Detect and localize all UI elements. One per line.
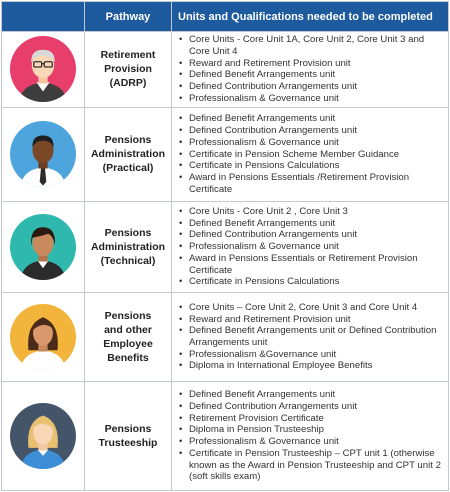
units-list (178, 302, 444, 372)
pathway-name-line: Administration (90, 241, 166, 253)
pathway-name-line: Employee (103, 338, 153, 351)
pathway-name (85, 32, 172, 108)
unit-item: • Core Units - Core Unit 2 , Core Unit 3 (178, 206, 444, 218)
unit-item: • Defined Benefit Arrangements unit (178, 113, 444, 125)
unit-item: • Defined Contribution Arrangements unit (178, 125, 444, 137)
units-list (178, 206, 444, 288)
units-cell (172, 382, 449, 491)
unit-item: • Retirement Provision Certificate (178, 413, 444, 425)
pathway-name (85, 107, 172, 202)
pathway-name-line: Benefits (107, 352, 149, 365)
avatar-cell (2, 292, 85, 382)
unit-item: • Reward and Retirement Provision unit (178, 58, 444, 70)
header-blank (2, 2, 85, 32)
unit-item: • Professionalism & Governance unit (178, 436, 444, 448)
pathway-row (2, 382, 449, 491)
unit-item: • Professionalism & Governance unit (178, 241, 444, 253)
pathway-name (85, 382, 172, 491)
pathway-name-line: (ADRP) (109, 77, 147, 90)
pathway-row (2, 292, 449, 382)
pathway-name-line: Pensions (104, 310, 152, 323)
unit-item: • Defined Benefit Arrangements unit or Defined Contribution Arrangements unit (178, 325, 444, 348)
units-cell (172, 107, 449, 202)
units-cell (172, 202, 449, 293)
pathway-name-line: Retirement (100, 49, 156, 62)
unit-item: • Defined Contribution Arrangements unit (178, 81, 444, 93)
units-cell (172, 32, 449, 108)
avatar-cell (2, 107, 85, 202)
pathway-name (85, 202, 172, 293)
unit-item: • Professionalism &Governance unit (178, 349, 444, 361)
man-with-glasses-icon (10, 36, 76, 102)
unit-item: • Diploma in International Employee Benefits (178, 360, 444, 372)
unit-item: • Defined Benefit Arrangements unit (178, 218, 444, 230)
unit-item: • Certificate in Pensions Calculations (178, 160, 444, 172)
units-list (178, 113, 444, 195)
pathway-name-line: Pensions (104, 227, 152, 239)
woman-short-hair-icon (10, 214, 76, 280)
pathway-name (85, 292, 172, 382)
pathway-name-line: (Practical) (102, 162, 154, 175)
unit-item: • Defined Contribution Arrangements unit (178, 401, 444, 413)
avatar-cell (2, 382, 85, 491)
unit-item: • Defined Benefit Arrangements unit (178, 69, 444, 81)
woman-long-hair-icon (10, 304, 76, 370)
unit-item: • Defined Benefit Arrangements unit (178, 389, 444, 401)
units-header: Units and Qualifications needed to be completed (172, 2, 449, 32)
pathway-row (2, 202, 449, 293)
pathway-name-line: Pensions (104, 423, 152, 436)
unit-item: • Core Units - Core Unit 1A, Core Unit 2, Core Unit 3 and Core Unit 4 (178, 34, 444, 57)
pathway-name-line: Pensions (104, 134, 152, 147)
unit-item: • Defined Contribution Arrangements unit (178, 229, 444, 241)
pathway-row (2, 32, 449, 108)
avatar-cell (2, 202, 85, 293)
pathway-name-line: Trusteeship (98, 437, 158, 450)
avatar-cell (2, 32, 85, 108)
header-row (2, 2, 449, 32)
man-with-tie-icon (10, 121, 76, 187)
unit-item: • Award in Pensions Essentials /Retirement Provision Certificate (178, 172, 444, 195)
units-cell (172, 292, 449, 382)
units-list (178, 34, 444, 104)
pathway-header: Pathway (85, 2, 172, 32)
unit-item: • Reward and Retirement Provision unit (178, 314, 444, 326)
pathway-name-line: and other (104, 324, 152, 337)
units-list (178, 389, 444, 483)
unit-item: • Award in Pensions Essentials or Retirement Provision Certificate (178, 253, 444, 276)
unit-item: • Certificate in Pension Trusteeship – CPT unit 1 (otherwise known as the Award in Pension Trusteeship and CPT unit 2 (soft skills exam) (178, 448, 444, 483)
unit-item: • Certificate in Pensions Calculations (178, 276, 444, 288)
pathway-name-line: Administration (90, 148, 166, 161)
pathway-name-line: Provision (104, 63, 152, 76)
unit-item: • Professionalism & Governance unit (178, 93, 444, 105)
pathway-table (1, 1, 449, 491)
unit-item: • Diploma in Pension Trusteeship (178, 424, 444, 436)
unit-item: • Certificate in Pension Scheme Member Guidance (178, 149, 444, 161)
unit-item: • Core Units – Core Unit 2, Core Unit 3 and Core Unit 4 (178, 302, 444, 314)
pathway-row (2, 107, 449, 202)
unit-item: • Professionalism & Governance unit (178, 137, 444, 149)
blonde-woman-icon (10, 403, 76, 469)
pathway-name-line: (Technical) (100, 255, 156, 267)
